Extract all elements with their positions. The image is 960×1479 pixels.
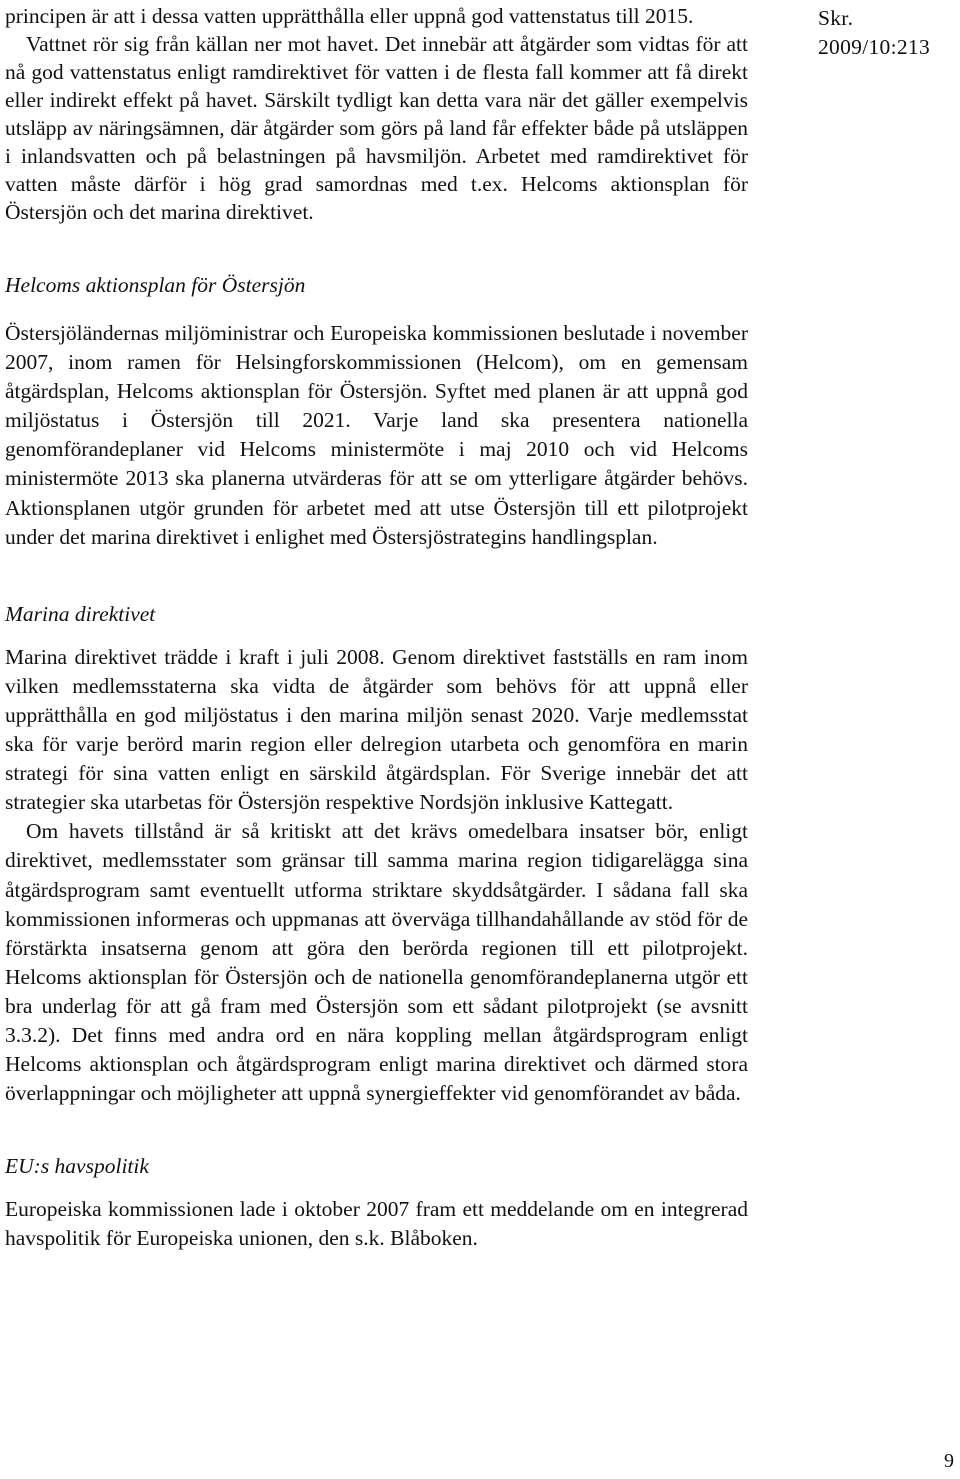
marine-directive-paragraph-2: Om havets tillstånd är så kritiskt att det krävs omedelbara insatser bör, enligt direktivet, medlemsstater som gränsar till samma marina region tidigarelägga sina åtgärdsprogram samt eventuellt utforma striktare skyddsåtgärder. I sådana fall ska kommissionen informeras och uppmanas att överväga tillhandahållande av stöd för de förstärkta insatserna genom att göra den berörda regionen till ett pilotprojekt. Helcoms aktionsplan för Östersjön och de nationella genomförandeplanerna utgör ett bra underlag för att gå fram med Östersjön som ett sådant pilotprojekt (se avsnitt 3.3.2). Det finns med andra ord en nära koppling mellan åtgärdsprogram enligt Helcoms aktionsplan och åtgärdsprogram enligt marina direktivet och därmed stora överlappningar och möjligheter att uppnå synergieffekter vid genomförandet av båda. bbox=[5, 819, 748, 1106]
section-heading-helcom: Helcoms aktionsplan för Östersjön bbox=[5, 273, 306, 297]
section-heading-marine-directive: Marina direktivet bbox=[5, 601, 156, 626]
intro-paragraph-continuation: principen är att i dessa vatten upprätthålla eller uppnå god vattenstatus till 2015. bbox=[5, 4, 694, 28]
section-heading-eu-maritime-policy: EU:s havspolitik bbox=[5, 1154, 149, 1179]
main-text-column bbox=[5, 2, 748, 1253]
eu-maritime-policy-paragraph: Europeiska kommissionen lade i oktober 2007 fram ett meddelande om en integrerad havspolitik för Europeiska unionen, den s.k. Blåboken. bbox=[5, 1197, 748, 1251]
page-number: 9 bbox=[944, 1450, 954, 1472]
document-reference: Skr. 2009/10:213 bbox=[818, 6, 930, 59]
helcom-paragraph: Östersjöländernas miljöministrar och Europeiska kommissionen beslutade i november 2007, inom ramen för Helsingforskommissionen (Helcom), om en gemensam åtgärdsplan, Helcoms aktionsplan för Östersjön. Syftet med planen är att uppnå god miljöstatus i Östersjön till 2021. Varje land ska presentera nationella genomförandeplaner vid Helcoms ministermöte i maj 2010 och vid Helcoms ministermöte 2013 ska planerna utvärderas för att se om ytterligare åtgärder behövs. Aktionsplanen utgör grunden för arbetet med att utse Östersjön till ett pilotprojekt under det marina direktivet i enlighet med Östersjöstrategins handlingsplan. bbox=[5, 321, 748, 549]
intro-paragraph: Vattnet rör sig från källan ner mot havet. Det innebär att åtgärder som vidtas för att nå god vattenstatus enligt ramdirektivet för vatten i de flesta fall kommer att få direkt eller indirekt effekt på havet. Särskilt tydligt kan detta vara när det gäller exempelvis utsläpp av näringsämnen, där åtgärder som görs på land får effekter både på utsläppen i inlandsvatten och på belastningen på havsmiljön. Arbetet med ramdirektivet för vatten måste därför i hög grad samordnas med t.ex. Helcoms aktionsplan för Östersjön och det marina direktivet. bbox=[5, 32, 748, 224]
marine-directive-paragraph-1: Marina direktivet trädde i kraft i juli 2008. Genom direktivet fastställs en ram inom vilken medlemsstaterna ska vidta de åtgärder som behövs för att uppnå eller upprätthålla en god miljöstatus i den marina miljön senast 2020. Varje medlemsstat ska för varje berörd marin region eller delregion utarbeta och genomföra en marin strategi för sina vatten enligt en särskild åtgärdsplan. För Sverige innebär det att strategier ska utarbetas för Östersjön respektive Nordsjön inklusive Kattegatt. bbox=[5, 644, 748, 815]
